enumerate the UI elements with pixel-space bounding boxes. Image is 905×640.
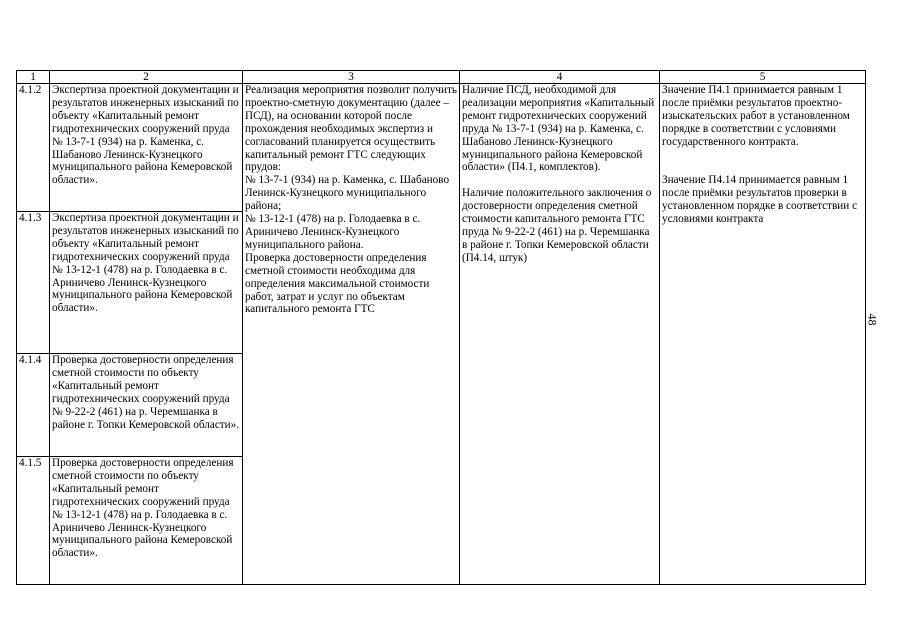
item-number: 4.1.4 <box>17 354 50 457</box>
col-header-5: 5 <box>660 71 866 84</box>
condition-paragraph: Значение П4.1 принимается равным 1 после приёмки результатов проектно-изыскательских работ в установленном порядке в соответствии с условиями государственного контракта. <box>662 84 850 148</box>
item-description: Экспертиза проектной документации и результатов инженерных изысканий по объекту «Капитальный ремонт гидротехнических сооружений пруда № 13-12-1 (478) на р. Голодаевка в с. Ариничево Ленинск-Кузнецкого муниципального района Кемеровской области». <box>50 212 243 354</box>
indicator-paragraph: Наличие положительного заключения о достоверности определения сметной стоимости капитального ремонта ГТС пруда № 9-22-2 (461) на р. Черемшанка в районе г. Топки Кемеровской области (П4.14, штук) <box>462 187 652 264</box>
purpose-paragraph: Реализация мероприятия позволит получить проектно-сметную документацию (далее – ПСД), на основании которой после прохождения необходимых экспертиз и согласований планируется осуществить капитальный ремонт ГТС следующих прудов: <box>245 84 457 174</box>
condition-cell <box>660 84 866 585</box>
item-number: 4.1.2 <box>17 84 50 212</box>
indicator-paragraph: Наличие ПСД, необходимой для реализации мероприятия «Капитальный ремонт гидротехнических сооружений пруда № 13-7-1 (934) на р. Каменка, с. Шабаново Ленинск-Кузнецкого муниципального района Кемеровской области» (П4.1, комплектов). <box>462 84 655 174</box>
item-description: Проверка достоверности определения сметной стоимости по объекту «Капитальный ремонт гидротехнических сооружений пруда № 9-22-2 (461) на р. Черемшанка в районе г. Топки Кемеровской области». <box>50 354 243 457</box>
item-number: 4.1.3 <box>17 212 50 354</box>
purpose-paragraph: Проверка достоверности определения сметной стоимости необходима для определения максимальной стоимости работ, затрат и услуг по объектам капитального ремонта ГТС <box>245 251 430 316</box>
condition-paragraph: Значение П4.14 принимается равным 1 после приёмки результатов проверки в установленном порядке в соответствии с условиями контракта <box>662 174 858 226</box>
item-number: 4.1.5 <box>17 457 50 585</box>
indicator-cell <box>460 84 660 585</box>
main-table <box>16 70 866 585</box>
item-description: Проверка достоверности определения сметной стоимости по объекту «Капитальный ремонт гидротехнических сооружений пруда № 13-12-1 (478) на р. Голодаевка в с. Ариничево Ленинск-Кузнецкого муниципального района Кемеровской области». <box>50 457 243 585</box>
purpose-paragraph: № 13-7-1 (934) на р. Каменка, с. Шабаново Ленинск-Кузнецкого муниципального района; <box>245 174 450 213</box>
page-number: 48 <box>865 313 880 326</box>
table-row <box>17 84 866 212</box>
col-header-3: 3 <box>243 71 460 84</box>
purpose-paragraph: № 13-12-1 (478) на р. Голодаевка в с. Ариничево Ленинск-Кузнецкого муниципального района. <box>245 213 421 251</box>
col-header-4: 4 <box>460 71 660 84</box>
header-row <box>17 71 866 84</box>
purpose-cell <box>243 84 460 585</box>
col-header-2: 2 <box>50 71 243 84</box>
col-header-1: 1 <box>17 71 50 84</box>
item-description: Экспертиза проектной документации и результатов инженерных изысканий по объекту «Капитальный ремонт гидротехнических сооружений пруда № 13-7-1 (934) на р. Каменка, с. Шабаново Ленинск-Кузнецкого муниципального района Кемеровской области». <box>50 84 243 212</box>
